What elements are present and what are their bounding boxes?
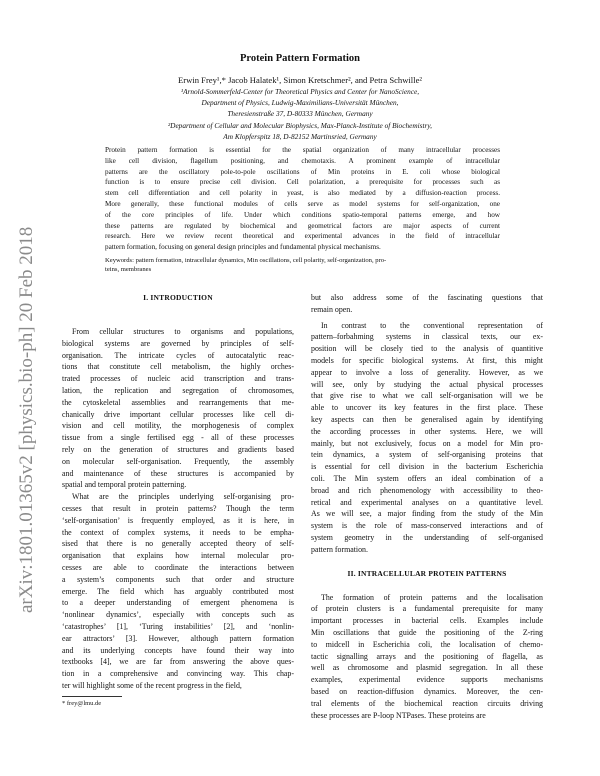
section2-paragraph-1 xyxy=(311,592,543,722)
text-line: lation, the replication and segregation of chromosomes, xyxy=(62,385,294,395)
text-line: is essential for cell division in the bacterium Escherichia xyxy=(311,462,543,472)
text-line: organisation. The intricate cycles of autocatalytic reac- xyxy=(62,350,294,360)
text-line: rely on the generation of structures and gradients based xyxy=(62,444,294,454)
affiliation-1 xyxy=(0,86,600,120)
abstract-line: function is to ensure precise cell division. Cell polarization, a prerequisite for processes such as xyxy=(105,178,500,187)
text-line: tral elements of the biochemical reaction circuits driving xyxy=(311,698,543,708)
text-line: tissue from a single fertilised egg - all of these processes xyxy=(62,433,294,443)
text-line: tion in a comprehensive and convincing way. This chap- xyxy=(62,669,294,679)
text-line: broad and rich phenomenology with accessibility to theo- xyxy=(311,485,543,495)
affiliation-2 xyxy=(0,120,600,142)
affiliation-line: Am Klopferspitz 18, D-82152 Martinsried, Germany xyxy=(223,132,377,142)
text-line: retical and experimental analyses on a quantitative level. xyxy=(311,497,543,507)
abstract-line: like cell division, flagellum positioning, and chemotaxis. A prominent example of intracellular xyxy=(105,156,500,165)
text-line: trated processes of nucleic acid transcription and trans- xyxy=(62,374,294,384)
text-line: these processes are P-loop NTPases. These proteins are xyxy=(311,710,486,720)
right-column xyxy=(311,292,543,721)
section-heading-intracellular: II. INTRACELLULAR PROTEIN PATTERNS xyxy=(347,568,507,578)
intro-paragraph-3 xyxy=(311,320,543,556)
text-line: mainly, but not exclusively, focus on a model for Min pro- xyxy=(311,438,543,448)
text-line: cesses are able to coordinate the interactions between xyxy=(62,562,294,572)
text-line: ear attractors’ [3]. However, although pattern formation xyxy=(62,633,294,643)
text-line: cesses that result in protein patterns? Though the term xyxy=(62,503,294,513)
abstract xyxy=(105,145,500,253)
author-list: Erwin Frey¹,* Jacob Halatek¹, Simon Kretschmer², and Petra Schwille² xyxy=(178,75,422,85)
affiliation-line: ¹Arnold-Sommerfeld-Center for Theoretical Physics and Center for NanoScience, xyxy=(180,87,420,96)
text-line: models for specific biological systems. At first, this might xyxy=(311,355,543,365)
text-line: chanically drive important cellular processes like cell di- xyxy=(62,409,294,419)
text-line: From cellular structures to organisms and populations, xyxy=(72,327,294,336)
text-line: to midcell in Escherichia coli, the localisation of chemo- xyxy=(311,639,543,649)
abstract-line: of the core principles of life. Under which conditions spatio-temporal patterns emerge, and how xyxy=(105,210,500,219)
abstract-line: research. Here we review recent theoretical and experimental advances in the field of intracellular xyxy=(105,232,500,241)
text-line: system geometry in the understanding of self-organised xyxy=(311,532,543,542)
keywords-line: Keywords: pattern formation, intracellular dynamics, Min oscillations, cell polarity, self-organization, pro- xyxy=(105,257,387,264)
text-line: important processes in bacterial cells. Examples include xyxy=(311,616,543,626)
text-line: tactic signalling arrays and the positioning of flagella, as xyxy=(311,651,543,661)
text-line: ‘self-organisation’ is frequently employed, as it is here, in xyxy=(62,515,294,525)
text-line: What are the principles underlying self-organising pro- xyxy=(72,492,294,502)
text-line: tein dynamics, a system of self-organising proteins that xyxy=(311,450,543,460)
text-line: and maintenance of these structures is accompanied by xyxy=(62,468,294,478)
abstract-line: More generally, these functional modules of cells serve as model systems for self-organization, one xyxy=(105,199,500,208)
text-line: emerge. The field which has arguably contributed most xyxy=(62,586,294,596)
text-line: examples, experimental evidence supports mechanisms xyxy=(311,675,543,685)
arxiv-id-text: arXiv:1801.01365v2 [physics.bio-ph] 20 Feb 2018 xyxy=(16,226,37,613)
text-line: appear to involve a loss of generality. However, as we xyxy=(311,367,543,377)
left-column xyxy=(62,292,294,692)
text-line: Min oscillations that guide the positioning of the Z-ring xyxy=(311,627,543,637)
text-line: pattern formation. xyxy=(311,544,368,554)
intro-paragraph-continued xyxy=(311,292,543,316)
intro-paragraph-2 xyxy=(62,491,294,692)
text-line: textbooks [4], we are far from answering the above ques- xyxy=(62,657,294,667)
text-line: ‘catastrophes’ [1], ‘Turing instabilities’ [2], and ‘nonlin- xyxy=(62,621,294,631)
affiliation-line: Department of Physics, Ludwig-Maximilians-Universität München, xyxy=(201,98,399,108)
text-line: and its underlying concepts have found their way into xyxy=(62,645,294,655)
text-line: spatial and temporal protein patterning. xyxy=(62,480,187,490)
affiliation-line: ²Department of Cellular and Molecular Biophysics, Max-Planck-Institute of Biochemistry, xyxy=(167,121,432,130)
section-heading-introduction: I. INTRODUCTION xyxy=(143,293,213,302)
text-line: will see, only by studying the actual physical processes xyxy=(311,379,543,389)
text-line: ter will highlight some of the recent progress in the field, xyxy=(62,680,242,690)
text-line: the according processes in other systems. Here, we will xyxy=(311,426,543,436)
arxiv-identifier xyxy=(4,195,44,615)
text-line: As we will see, a major finding from the study of the Min xyxy=(311,509,543,519)
text-line: the cytoskeletal assemblies and rearrangements that me- xyxy=(62,397,294,407)
text-line: based on reaction-diffusion dynamics. Moreover, the cen- xyxy=(311,686,543,696)
text-line: organisation that explains how internal molecular pro- xyxy=(62,551,294,561)
paper-title: Protein Pattern Formation xyxy=(240,53,360,64)
text-line: sised that there is no generally accepted theory of self- xyxy=(62,539,294,549)
intro-paragraph-1 xyxy=(62,326,294,491)
text-line: coli. The Min system offers an ideal combination of a xyxy=(311,473,543,483)
text-line: that give rise to what we call self-organisation will we be xyxy=(311,391,543,401)
keywords xyxy=(105,256,500,275)
text-line: pattern–forbahming systems in classical texts, our ex- xyxy=(311,332,543,342)
abstract-line: stem cell differentiation and cell polarity in yeast, is also mediated by a diffusion-reaction process. xyxy=(105,189,500,198)
text-line: The formation of protein patterns and the localisation xyxy=(321,592,543,602)
text-line: In contrast to the conventional representation of xyxy=(321,320,543,330)
text-line: on molecular self-organisation. Frequently, the assembly xyxy=(62,456,294,466)
text-line: able to uncover its key features in the first place. These xyxy=(311,403,543,413)
text-line: tions that constitute cell metabolism, the highly orches- xyxy=(62,362,294,372)
abstract-line: patterns are the oscillatory pole-to-pole oscillations of Min proteins in E. coli whose biological xyxy=(105,167,500,176)
text-line: a system’s components such that order and structure xyxy=(62,574,294,584)
text-line: vision and cell motility, the morphogenesis of complex xyxy=(62,421,294,431)
keywords-line: teins, membranes xyxy=(105,266,152,274)
abstract-line: Protein pattern formation is essential for the spatial organization of many intracellular processes xyxy=(105,146,500,154)
text-line: remain open. xyxy=(311,304,353,314)
text-line: well as chromosome and plasmid segregation. In all these xyxy=(311,663,543,673)
text-line: key aspects can then be generalised again by identifying xyxy=(311,414,543,424)
abstract-line: these patterns are regulated by biochemical and geometrical factors are major aspects of current xyxy=(105,221,500,230)
text-line: to a deeper understanding of emergent phenomena is xyxy=(62,598,294,608)
footnote-rule xyxy=(62,696,122,697)
affiliation-line: Theresienstraße 37, D-80333 München, Germany xyxy=(227,109,373,119)
text-line: but also address some of the fascinating questions that xyxy=(311,293,543,302)
text-line: ‘nonlinear dynamics’, especially with concepts such as xyxy=(62,610,294,620)
text-line: of protein clusters is a fundamental prerequisite for many xyxy=(311,604,543,614)
footnote-email: * frey@lmu.de xyxy=(62,700,102,707)
text-line: the context of complex systems, it needs to be empha- xyxy=(62,527,294,537)
abstract-line: pattern formation, focusing on general design principles and fundamental physical mechanisms. xyxy=(105,243,381,252)
text-line: biological systems are governed by principles of self- xyxy=(62,338,294,348)
text-line: position will be closely tied to the analysis of quantitive xyxy=(311,344,543,354)
text-line: system is the role of mass-conserved interactions and of xyxy=(311,521,543,531)
